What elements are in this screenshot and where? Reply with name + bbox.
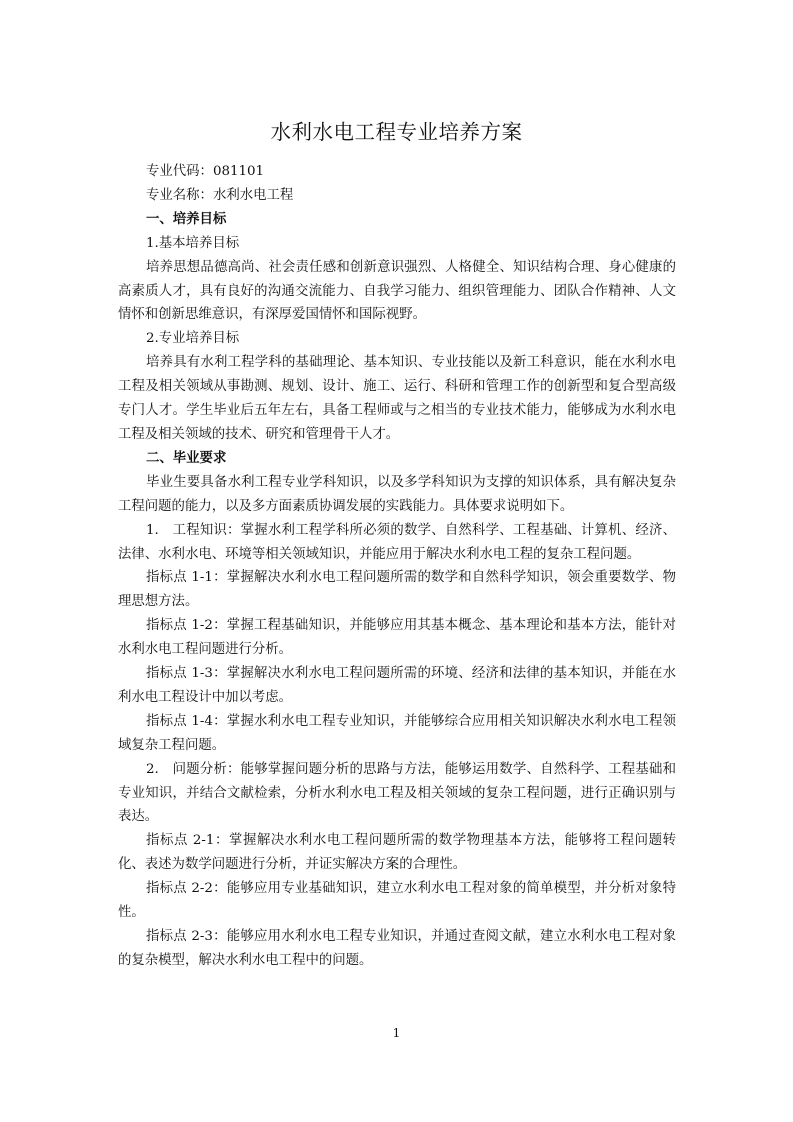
document-title: 水利水电工程专业培养方案 xyxy=(270,120,523,144)
page-number: 1 xyxy=(392,1026,401,1040)
indicator-2-2: 指标点 2-2：能够应用专业基础知识，建立水利水电工程对象的简单模型，并分析对象特性。 xyxy=(118,881,676,921)
indicator-1-1: 指标点 1-1：掌握解决水利水电工程问题所需的数学和自然科学知识，领会重要数学、物理思想方法。 xyxy=(118,570,676,610)
indicator-1-3: 指标点 1-3：掌握解决水利水电工程问题所需的环境、经济和法律的基本知识，并能在水利水电工程设计中加以考虑。 xyxy=(118,666,676,705)
indicator-2-3: 指标点 2-3：能够应用水利水电工程专业知识，并通过查阅文献，建立水利水电工程对象的复杂模型，解决水利水电工程中的问题。 xyxy=(118,929,676,968)
section-heading-training-goals: 一、培养目标 xyxy=(146,211,227,227)
paragraph-graduation-intro: 毕业生要具备水利工程专业学科知识，以及多学科知识为支撑的知识体系，具有解决复杂工程问题的能力，以及多方面素质协调发展的实践能力。具体要求说明如下。 xyxy=(118,474,676,514)
indicator-2-1: 指标点 2-1：掌握解决水利水电工程问题所需的数学物理基本方法，能够将工程问题转化、表述为数学问题进行分析，并证实解决方案的合理性。 xyxy=(118,833,676,873)
indicator-1-4: 指标点 1-4：掌握水利水电工程专业知识，并能够综合应用相关知识解决水利水电工程领域复杂工程问题。 xyxy=(118,713,676,753)
subheading-professional-goal: 2.专业培养目标 xyxy=(146,331,240,347)
section-heading-graduation-requirements: 二、毕业要求 xyxy=(146,450,227,466)
major-name: 专业名称：水利水电工程 xyxy=(146,187,294,203)
paragraph-professional-goal: 培养具有水利工程学科的基础理论、基本知识、专业技能以及新工科意识，能在水利水电工程及相关领域从事勘测、规划、设计、施工、运行、科研和管理工作的创新型和复合型高级专门人才。学生毕业后五年左右，具备工程师或与之相当的专业技术能力，能够成为水利水电工程及相关领域的技术、研究和管理骨干人才。 xyxy=(118,355,676,442)
requirement-1: 1. 工程知识：掌握水利工程学科所必须的数学、自然科学、工程基础、计算机、经济、法律、水利水电、环境等相关领域知识，并能应用于解决水利水电工程的复杂工程问题。 xyxy=(118,522,676,562)
subheading-basic-goal: 1.基本培养目标 xyxy=(146,235,240,251)
document-body xyxy=(118,160,676,973)
requirement-2: 2. 问题分析：能够掌握问题分析的思路与方法，能够运用数学、自然科学、工程基础和专业知识，并结合文献检索，分析水利水电工程及相关领域的复杂工程问题，进行正确识别与表达。 xyxy=(118,761,676,825)
indicator-1-2: 指标点 1-2：掌握工程基础知识，并能够应用其基本概念、基本理论和基本方法，能针对水利水电工程问题进行分析。 xyxy=(118,618,676,658)
major-code: 专业代码：081101 xyxy=(146,164,265,179)
paragraph-basic-goal: 培养思想品德高尚、社会责任感和创新意识强烈、人格健全、知识结构合理、身心健康的高素质人才，具有良好的沟通交流能力、自我学习能力、组织管理能力、团队合作精神、人文情怀和创新思维意识，有深厚爱国情怀和国际视野。 xyxy=(118,259,676,323)
